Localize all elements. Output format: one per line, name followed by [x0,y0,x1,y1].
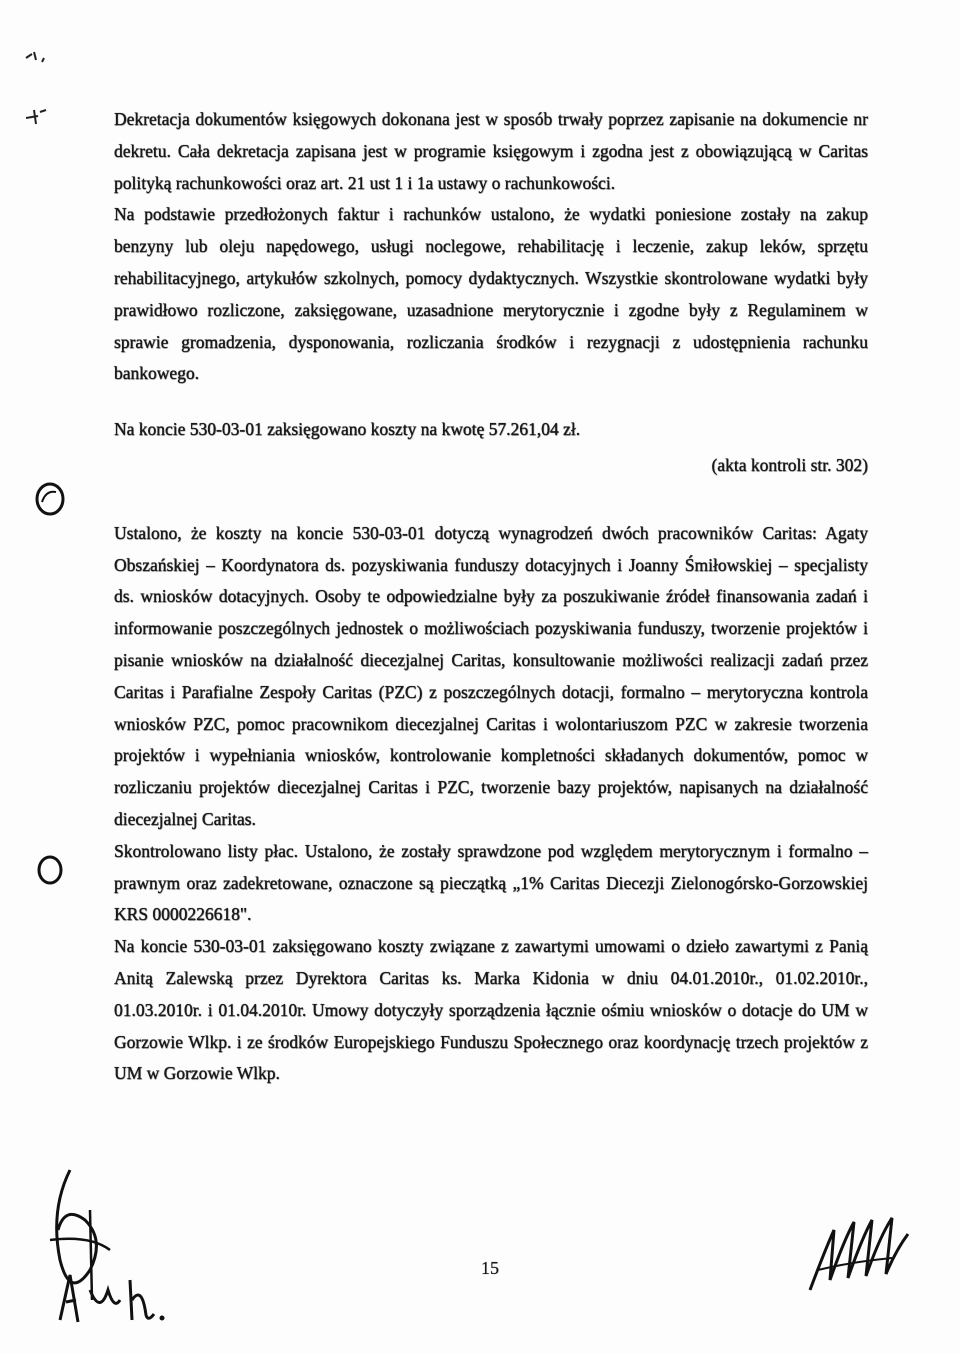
paragraph-dekretacja: Dekretacja dokumentów księgowych dokonana jest w sposób trwały poprzez zapisanie na dokumencie nr dekretu. Cała dekretacja zapisana jest w programie księgowym i zgodna jest z obowiązującą w Caritas polityką rachunkowości oraz art. 21 ust 1 i 1a ustawy o rachunkowości. [114,109,868,193]
handwritten-signature-right [800,1210,920,1310]
paragraph-umowy-o-dzielo: Na koncie 530-03-01 zaksięgowano koszty związane z zawartymi umowami o dzieło zawartymi z Panią Anitą Zalewską przez Dyrektora Caritas ks. Marka Kidonia w dniu 04.01.2010r., 01.02.2010r., 01.03.2010r. i 01.04.2010r. Umowy dotyczyły sporządzenia łącznie ośmiu wniosków o dotacje do UM w Gorzowie Wlkp. i ze środków Europejskiego Funduszu Społecznego oraz koordynację trzech projektów z UM w Gorzowie Wlkp. [114,936,868,1084]
document-body [114,104,868,1090]
page-number: 15 [481,1258,499,1278]
corner-mark [22,44,52,68]
paragraph-konto-kwota: Na koncie 530-03-01 zaksięgowano koszty na kwotę 57.261,04 zł. [114,419,581,440]
punch-hole-lower [34,852,66,888]
paragraph-wydatki: Na podstawie przedłożonych faktur i rachunków ustalono, że wydatki poniesione zostały na zakup benzyny lub oleju napędowego, usługi noclegowe, rehabilitację i leczenie, zakup leków, sprzętu rehabilitacyjnego, artykułów szkolnych, pomocy dydaktycznych. Wszystkie skontrolowane wydatki były prawidłowo rozliczone, zaksięgowane, uzasadnione merytorycznie i zgodne były z Regulaminem w sprawie gromadzenia, dysponowania, rozliczania środków i rezygnacji z udostępnienia rachunku bankowego. [114,204,868,384]
punch-hole-upper [32,478,68,520]
reference-akta-kontroli: (akta kontroli str. 302) [711,454,868,475]
margin-mark [22,104,52,128]
handwritten-initials-left [30,1150,170,1340]
paragraph-wynagrodzenia: Ustalono, że koszty na koncie 530-03-01 dotyczą wynagrodzeń dwóch pracowników Caritas: Agaty Obszańskiej – Koordynatora ds. pozyskiwania funduszy dotacyjnych i Joanny Śmiłowskiej – specjalisty ds. wniosków dotacyjnych. Osoby te odpowiedzialne były za poszukiwanie źródeł finansowania zadań i informowanie poszczególnych jednostek o możliwościach pozyskiwania funduszy, tworzenie projektów i pisanie wniosków na działalność diecezjalnej Caritas, konsultowanie możliwości realizacji zadań przez Caritas i Parafialne Zespoły Caritas (PZC) z poszczególnych dotacji, formalno – merytoryczna kontrola wniosków PZC, pomoc pracownikom diecezjalnej Caritas i wolontariuszom PZC w zakresie tworzenia projektów i wypełniania wniosków, kontrolowanie kompletności składanych dokumentów, pomoc w rozliczaniu projektów diecezjalnej Caritas i PZC, tworzenie bazy projektów, napisanych na działalność diecezjalnej Caritas. [114,522,868,829]
paragraph-listy-plac: Skontrolowano listy płac. Ustalono, że zostały sprawdzone pod względem merytorycznym i formalno – prawnym oraz zadekretowane, oznaczone są pieczątką „1% Caritas Diecezji Zielonogórsko-Gorzowskiej KRS 0000226618". [114,840,868,925]
